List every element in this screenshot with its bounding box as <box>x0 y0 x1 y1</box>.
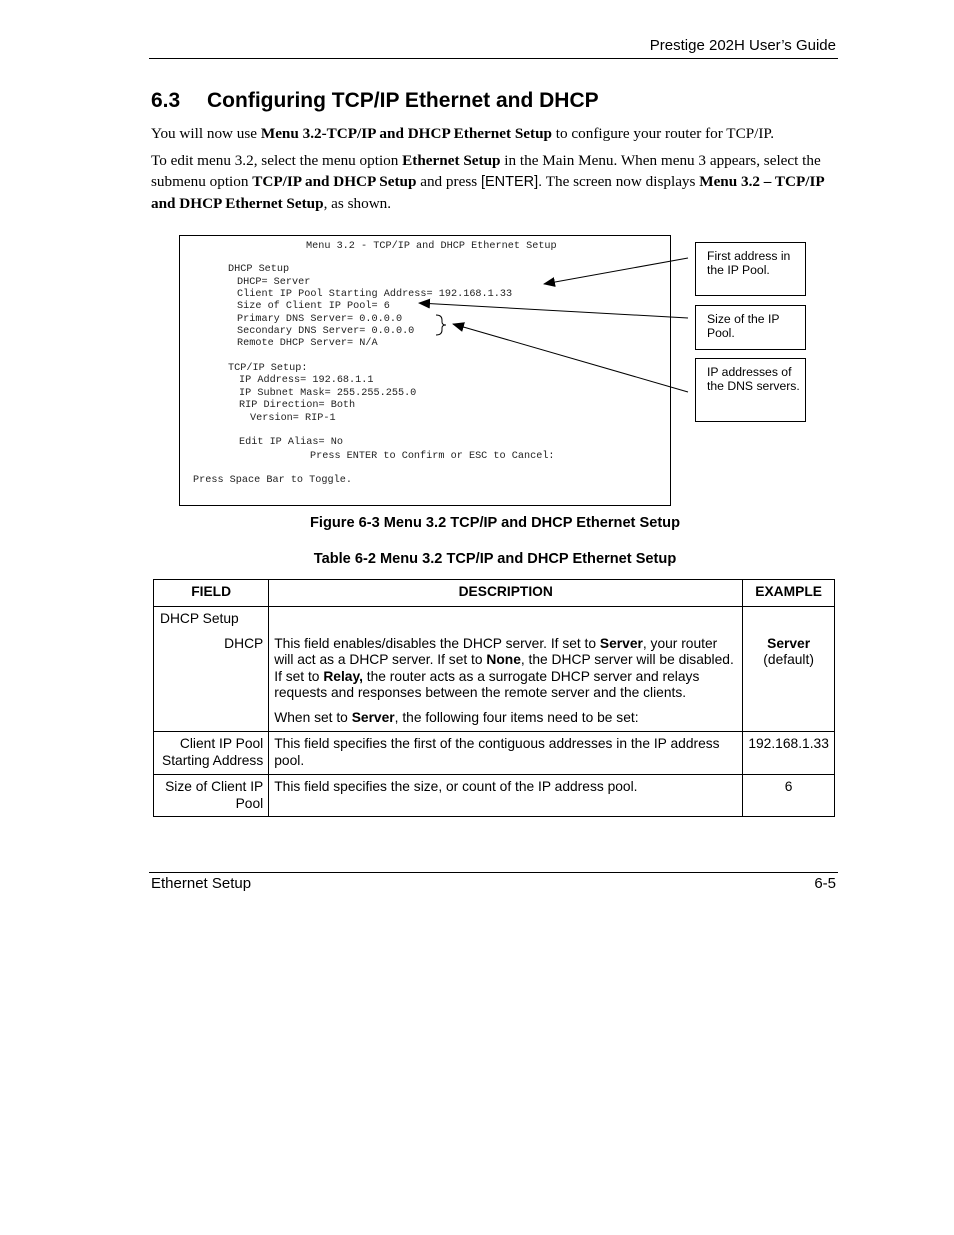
footer-rule <box>149 872 838 873</box>
arrow-first-address <box>544 258 688 284</box>
menu-reference: Menu 3.2 – TCP/IP and DHCP Ethernet Setup <box>151 173 824 212</box>
field-table <box>153 579 835 817</box>
description-cell <box>269 606 743 732</box>
screen-space-bar: Press Space Bar to Toggle. <box>193 475 352 486</box>
text-run: , the DHCP server will be disabled. If set to <box>274 652 734 684</box>
callout-dns: IP addresses of the DNS servers. <box>695 358 806 422</box>
callout-first-address: First address in the IP Pool. <box>695 242 806 296</box>
page-number: 6-5 <box>814 875 836 892</box>
text-run: When set to <box>274 709 352 725</box>
figure-caption: Figure 6-3 Menu 3.2 TCP/IP and DHCP Ethernet Setup <box>309 515 681 531</box>
description-text: This field specifies the first of the contiguous addresses in the IP address pool. <box>269 732 743 775</box>
screen-remote-dhcp: Remote DHCP Server= N/A <box>237 338 378 349</box>
example-value: 6 <box>743 775 835 817</box>
text-run: , the following four items need to be set: <box>394 709 639 725</box>
option-none: None <box>486 652 521 667</box>
screen-dhcp-setup: DHCP Setup <box>228 264 290 275</box>
text-run: and press <box>416 173 481 190</box>
submenu-option: TCP/IP and DHCP Setup <box>252 173 417 190</box>
field-group-label: DHCP Setup <box>160 610 239 626</box>
header-example: EXAMPLE <box>743 580 835 607</box>
example-note: (default) <box>763 652 814 667</box>
description-note <box>274 710 737 727</box>
arrow-pool-size <box>419 303 688 318</box>
description-text <box>274 636 737 702</box>
menu-reference: Menu 3.2-TCP/IP and DHCP Ethernet Setup <box>260 125 552 142</box>
guide-title: Prestige 202H User’s Guide <box>649 37 836 54</box>
table-row <box>154 606 835 732</box>
header-field: FIELD <box>154 580 269 607</box>
option-server: Server <box>599 635 643 651</box>
menu-option: Ethernet Setup <box>402 152 501 169</box>
screen-pool-size: Size of Client IP Pool= 6 <box>237 301 390 312</box>
text-run: You will now use <box>151 125 261 142</box>
option-relay: Relay, <box>323 668 363 684</box>
text-run: in the Main Menu. When menu 3 appears, select the submenu option <box>151 152 821 190</box>
text-run: , your router will act as a DHCP server. If set to <box>274 635 718 667</box>
table-caption: Table 6-2 Menu 3.2 TCP/IP and DHCP Ethernet Setup <box>313 551 677 567</box>
screen-edit-alias: Edit IP Alias= No <box>239 437 343 448</box>
arrow-dns <box>453 324 688 392</box>
screen-primary-dns: Primary DNS Server= 0.0.0.0 <box>237 314 403 325</box>
text-run: The screen now displays <box>542 173 700 190</box>
callout-pool-size: Size of the IP Pool. <box>695 305 806 350</box>
screen-rip-direction: RIP Direction= Both <box>239 400 356 411</box>
screen-tcpip-setup: TCP/IP Setup: <box>228 363 308 374</box>
table-row <box>154 732 835 775</box>
text-run: This field enables/disables the DHCP server. If set to <box>274 635 600 651</box>
header-description: DESCRIPTION <box>269 580 743 607</box>
example-cell <box>743 606 835 732</box>
example-value: 192.168.1.33 <box>743 732 835 775</box>
dns-brace <box>436 315 446 335</box>
screen-title: Menu 3.2 - TCP/IP and DHCP Ethernet Setup <box>306 241 557 252</box>
screen-pool-start: Client IP Pool Starting Address= 192.168.1.33 <box>237 289 513 300</box>
screen-dhcp: DHCP= Server <box>237 277 311 288</box>
footer-section: Ethernet Setup <box>151 875 252 892</box>
screen-rip-version: Version= RIP-1 <box>250 413 336 424</box>
table-row <box>154 775 835 817</box>
text-run: to configure your router for TCP/IP. <box>551 125 774 142</box>
description-text: This field specifies the size, or count of the IP address pool. <box>269 775 743 817</box>
option-server: Server <box>351 709 395 725</box>
screen-subnet-mask: IP Subnet Mask= 255.255.255.0 <box>239 388 417 399</box>
field-name: Client IP Pool Starting Address <box>154 732 269 775</box>
screen-press-enter: Press ENTER to Confirm or ESC to Cancel: <box>310 451 555 462</box>
text-run: , as shown. <box>323 195 392 212</box>
example-value: Server <box>767 635 811 651</box>
field-cell <box>154 606 269 732</box>
table-header-row <box>154 580 835 607</box>
field-name: DHCP <box>224 636 264 651</box>
section-heading: Configuring TCP/IP Ethernet and DHCP <box>207 89 599 112</box>
text-run: the router acts as a surrogate DHCP server and relays requests and responses between the remote server and the clients. <box>274 668 700 700</box>
text-run: To edit menu 3.2, select the menu option <box>151 152 403 169</box>
screen-ip-address: IP Address= 192.68.1.1 <box>239 375 374 386</box>
field-name: Size of Client IP Pool <box>154 775 269 817</box>
section-number: 6.3 <box>151 89 181 112</box>
screen-secondary-dns: Secondary DNS Server= 0.0.0.0 <box>237 326 415 337</box>
enter-key: [ENTER]. <box>480 174 543 190</box>
